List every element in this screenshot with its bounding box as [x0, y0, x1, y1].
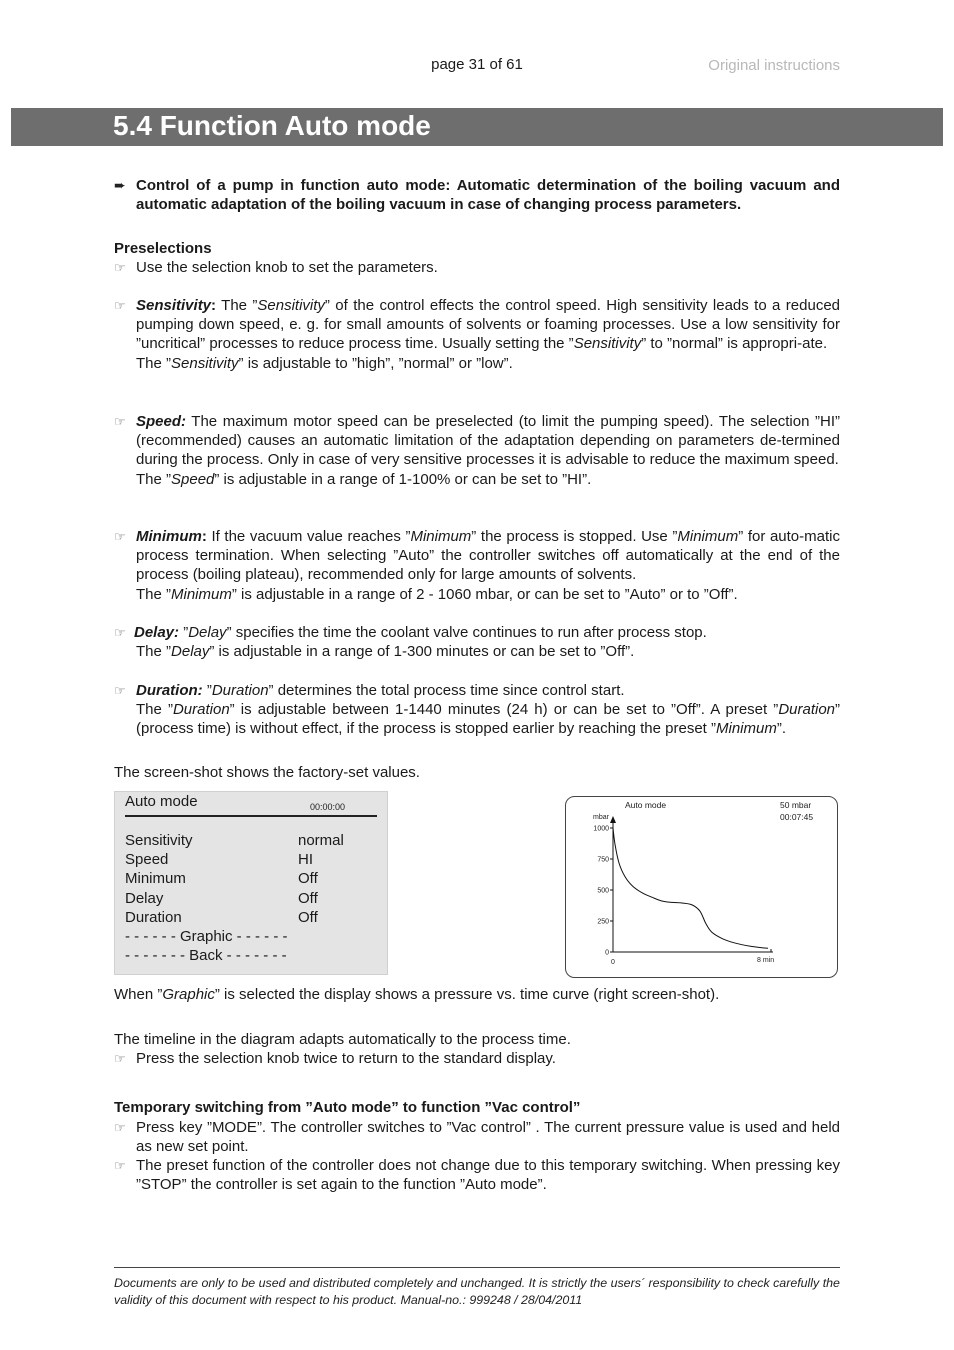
- lcd-row-label: Delay: [125, 890, 164, 907]
- y-tick-label: 750: [597, 856, 609, 864]
- delay-item: [114, 623, 840, 661]
- delay-text: Delay: ”Delay” specifies the time the coolant valve continues to run after process stop.: [134, 624, 707, 641]
- footer-divider: [114, 1267, 840, 1268]
- sensitivity-adjust: The ”Sensitivity” is adjustable to ”high”, ”normal” or ”low”.: [136, 354, 513, 372]
- graph-x-label: 8 min: [757, 957, 775, 964]
- duration-text: Duration: ”Duration” determines the total process time since control start.: [136, 682, 625, 699]
- pointing-hand-icon: ☞: [114, 260, 126, 275]
- original-instructions-label: Original instructions: [708, 57, 840, 74]
- temp-item-2: [114, 1156, 840, 1194]
- speed-item: [114, 412, 840, 489]
- section-title: 5.4 Function Auto mode: [113, 110, 431, 141]
- lcd-back-option[interactable]: - - - - - - - Back - - - - - - -: [125, 947, 287, 964]
- lcd-screenshot: [114, 791, 388, 975]
- return-text: Press the selection knob twice to return to the standard display.: [136, 1050, 556, 1067]
- lcd-row-value: HI: [298, 851, 313, 868]
- sensitivity-item: [114, 296, 840, 373]
- temp-item-1: [114, 1118, 840, 1156]
- speed-adjust: The ”Speed” is adjustable in a range of 1-100% or can be set to ”HI”.: [136, 470, 592, 488]
- duration-adjust: The ”Duration” is adjustable between 1-1440 minutes (24 h) or can be set to ”Off”. A preset ”Duration” (process time) is without effect, if the process is stopped earlier by reaching the preset ”Minimum”.: [136, 701, 841, 738]
- graph-x-origin: 0: [611, 959, 615, 966]
- y-tick-label: 0: [605, 949, 609, 957]
- pointing-hand-icon: ☞: [114, 298, 126, 313]
- arrow-icon: ➨: [114, 177, 126, 193]
- duration-item: [114, 681, 840, 739]
- lcd-row-value: Off: [298, 909, 318, 926]
- temp-heading: Temporary switching from ”Auto mode” to function ”Vac control”: [114, 1099, 581, 1116]
- knob-text: Use the selection knob to set the parameters.: [136, 259, 438, 276]
- pointing-hand-icon: ☞: [114, 1158, 126, 1173]
- lcd-row-label: Speed: [125, 851, 169, 868]
- preselections-heading: Preselections: [114, 240, 212, 257]
- pointing-hand-icon: ☞: [114, 414, 126, 429]
- lcd-row-label: Sensitivity: [125, 832, 193, 849]
- y-tick-label: 250: [597, 918, 609, 926]
- sensitivity-text: Sensitivity: The ”Sensitivity” of the control effects the control speed. High sensitivity leads to a reduced pumping down speed, e. g. for small amounts of solvents or foaming processes. Use a low sensitivity for ”uncritical” processes to reduce process time. Usually setting the ”Sensitivity” to ”normal” is appropri-ate.: [136, 297, 841, 353]
- speed-text: Speed: The maximum motor speed can be preselected (to limit the pumping speed). The selection ”HI” (recommended) causes an automatic limitation of the adaptation depending on parameters de-termined during the process. Only in case of very sensitive processes it is advisable to reduce the maximum speed.: [136, 413, 840, 469]
- lcd-row-label: Duration: [125, 909, 182, 926]
- return-item: [114, 1049, 840, 1068]
- lcd-row-value: normal: [298, 832, 344, 849]
- pointing-hand-icon: ☞: [114, 1051, 126, 1066]
- knob-item: [114, 258, 840, 277]
- minimum-adjust: The ”Minimum” is adjustable in a range of 2 - 1060 mbar, or can be set to ”Auto” or to ”Off”.: [136, 585, 738, 603]
- temp-text-1: Press key ”MODE”. The controller switches to ”Vac control” . The current pressure value is used and held as new set point.: [136, 1119, 840, 1156]
- pointing-hand-icon: ☞: [114, 529, 126, 544]
- intro-block: [114, 176, 840, 214]
- section-banner: [11, 108, 943, 146]
- pointing-hand-icon: ☞: [114, 1120, 126, 1135]
- graphic-note: When ”Graphic” is selected the display shows a pressure vs. time curve (right screen-shot).: [114, 986, 720, 1003]
- footer-text: Documents are only to be used and distributed completely and unchanged. It is strictly the users´ responsibility to check carefully the validity of this document with respect to his product. Manual-no.: 999248 / 28/04/2011: [114, 1276, 840, 1307]
- pressure-graph: [565, 796, 838, 978]
- pointing-hand-icon: ☞: [114, 625, 126, 640]
- minimum-text: Minimum: If the vacuum value reaches ”Minimum” the process is stopped. Use ”Minimum” for auto-matic process termination. When selecting ”Auto” the controller switches off automatically at the end of the process (boiling plateau), recommended only for large amounts of solvents.: [136, 528, 840, 584]
- temp-text-2: The preset function of the controller does not change due to this temporary switching. When pressing key ”STOP” the controller is set again to the function ”Auto mode”.: [136, 1157, 840, 1194]
- y-tick-label: 500: [597, 887, 609, 895]
- lcd-divider: [125, 815, 377, 817]
- graph-title: Auto mode: [625, 800, 667, 810]
- y-tick-label: 1000: [593, 825, 609, 833]
- lcd-time: 00:00:00: [310, 802, 346, 812]
- graph-time-readout: 00:07:45: [780, 812, 814, 822]
- pointing-hand-icon: ☞: [114, 683, 126, 698]
- lcd-graphic-option[interactable]: - - - - - - Graphic - - - - - -: [125, 928, 288, 945]
- lcd-title: Auto mode: [125, 793, 198, 810]
- lcd-row-value: Off: [298, 870, 318, 887]
- timeline-note: The timeline in the diagram adapts automatically to the process time.: [114, 1031, 571, 1048]
- lcd-row-label: Minimum: [125, 870, 186, 887]
- graph-pressure-readout: 50 mbar: [780, 800, 812, 810]
- lcd-row-value: Off: [298, 890, 318, 907]
- graph-y-unit: mbar: [593, 814, 609, 821]
- screenshot-note: The screen-shot shows the factory-set values.: [114, 764, 420, 781]
- intro-text: Control of a pump in function auto mode: Automatic determination of the boiling vacuum and automatic adaptation of the boiling vacuum in case of changing process parameters.: [136, 177, 840, 214]
- delay-adjust: The ”Delay” is adjustable in a range of 1-300 minutes or can be set to ”Off”.: [136, 643, 635, 661]
- minimum-item: [114, 527, 840, 604]
- page-number: page 31 of 61: [431, 56, 523, 73]
